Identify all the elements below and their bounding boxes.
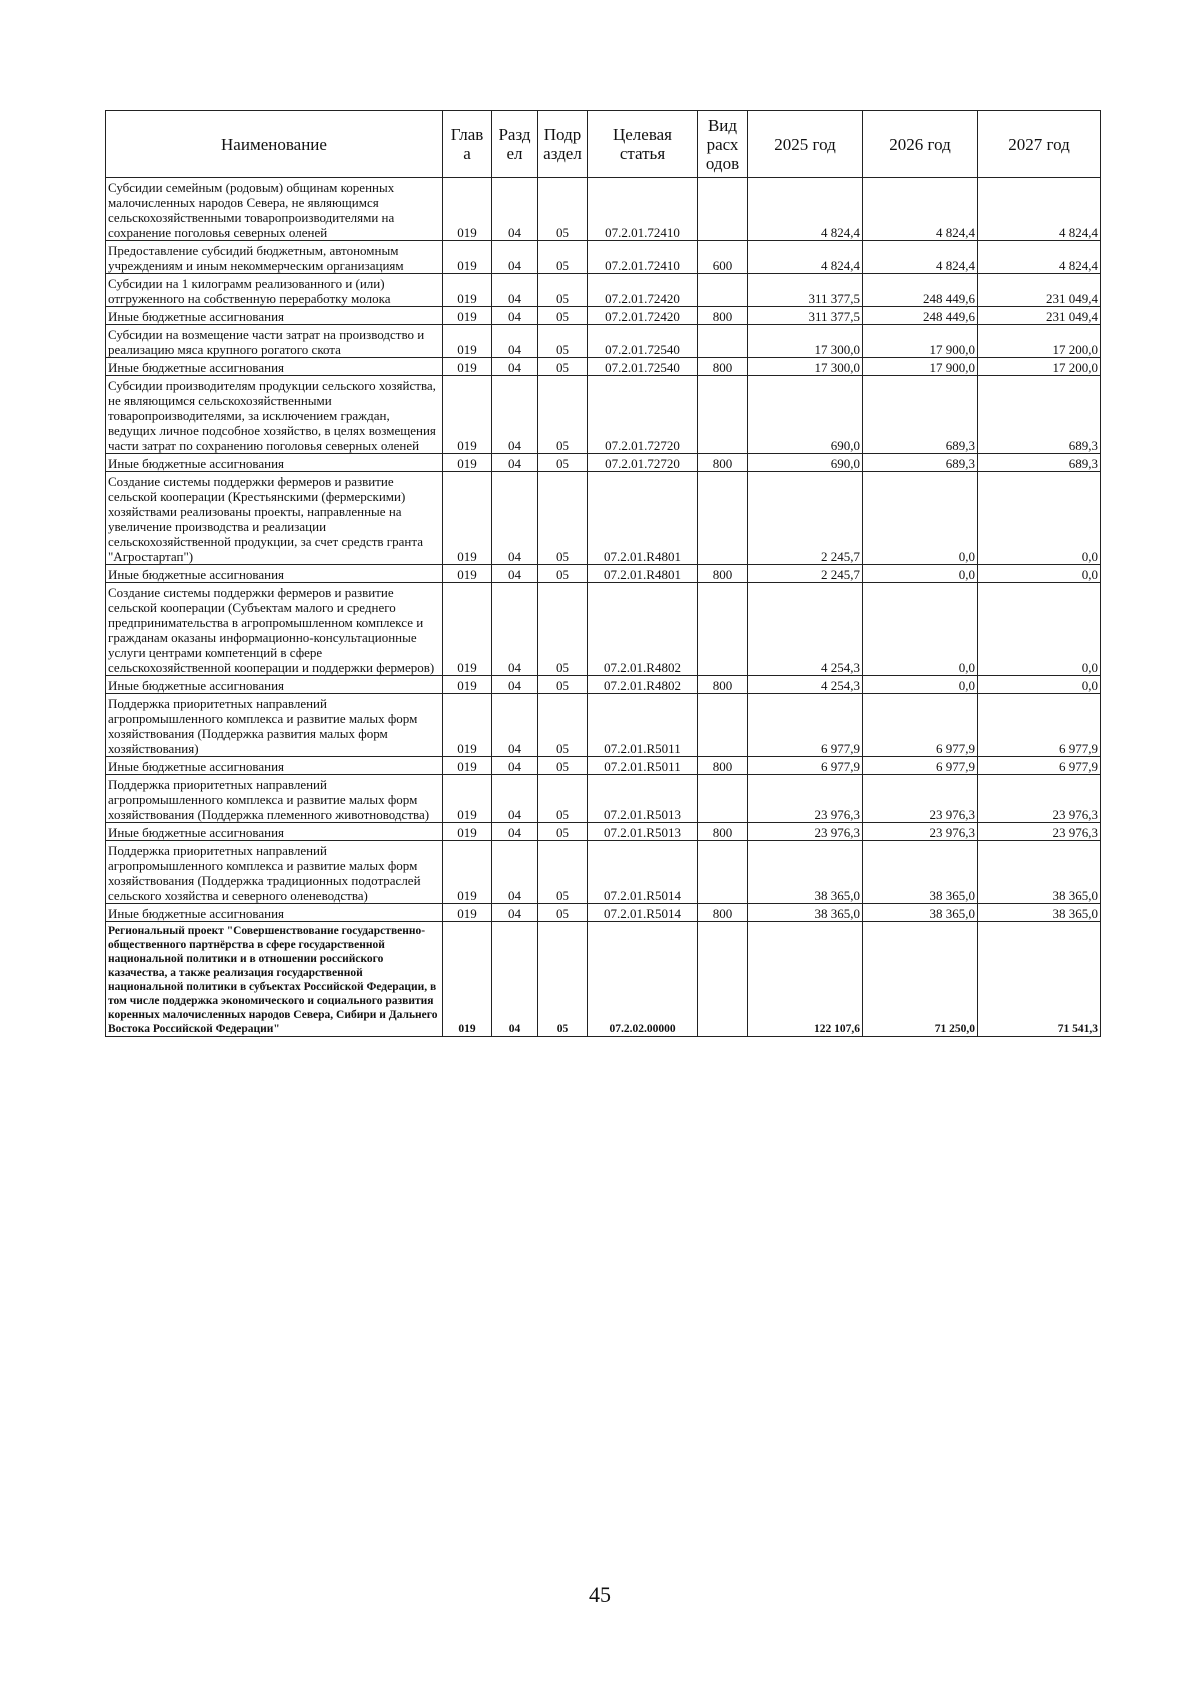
chapter-cell: 019 xyxy=(443,676,492,694)
subsection-cell: 05 xyxy=(538,823,588,841)
target-article-cell: 07.2.01.72540 xyxy=(588,325,698,358)
target-article-cell: 07.2.01.R4802 xyxy=(588,583,698,676)
amount-2026-cell: 689,3 xyxy=(863,454,978,472)
amount-2025-cell: 2 245,7 xyxy=(748,565,863,583)
subsection-cell: 05 xyxy=(538,274,588,307)
chapter-cell: 019 xyxy=(443,241,492,274)
name-cell: Иные бюджетные ассигнования xyxy=(106,454,443,472)
name-cell: Иные бюджетные ассигнования xyxy=(106,358,443,376)
amount-2027-cell: 6 977,9 xyxy=(978,757,1101,775)
expense-type-cell xyxy=(698,325,748,358)
expense-type-cell: 800 xyxy=(698,454,748,472)
amount-2027-cell: 38 365,0 xyxy=(978,904,1101,922)
subsection-cell: 05 xyxy=(538,676,588,694)
section-cell: 04 xyxy=(492,178,538,241)
section-cell: 04 xyxy=(492,325,538,358)
section-cell: 04 xyxy=(492,274,538,307)
amount-2027-cell: 17 200,0 xyxy=(978,358,1101,376)
amount-2026-cell: 6 977,9 xyxy=(863,757,978,775)
chapter-cell: 019 xyxy=(443,757,492,775)
section-cell: 04 xyxy=(492,307,538,325)
chapter-cell: 019 xyxy=(443,775,492,823)
amount-2026-cell: 38 365,0 xyxy=(863,904,978,922)
target-article-cell: 07.2.01.R4801 xyxy=(588,565,698,583)
header-2026: 2026 год xyxy=(863,111,978,178)
chapter-cell: 019 xyxy=(443,904,492,922)
chapter-cell: 019 xyxy=(443,565,492,583)
chapter-cell: 019 xyxy=(443,358,492,376)
amount-2027-cell: 71 541,3 xyxy=(978,922,1101,1037)
table-row xyxy=(106,583,1101,676)
subsection-cell: 05 xyxy=(538,583,588,676)
amount-2026-cell: 38 365,0 xyxy=(863,841,978,904)
name-cell: Создание системы поддержки фермеров и развитие сельской кооперации (Крестьянскими (фермерскими) хозяйствами реализованы проекты, направленные на увеличение производства и реализации сельскохозяйственной продукции, за счет средств гранта "Агростартап") xyxy=(106,472,443,565)
expense-type-cell: 600 xyxy=(698,241,748,274)
amount-2025-cell: 4 824,4 xyxy=(748,178,863,241)
amount-2027-cell: 231 049,4 xyxy=(978,274,1101,307)
table-row xyxy=(106,904,1101,922)
subsection-cell: 05 xyxy=(538,565,588,583)
section-cell: 04 xyxy=(492,694,538,757)
table-row xyxy=(106,178,1101,241)
name-cell: Иные бюджетные ассигнования xyxy=(106,823,443,841)
table-row xyxy=(106,376,1101,454)
amount-2026-cell: 0,0 xyxy=(863,583,978,676)
subsection-cell: 05 xyxy=(538,694,588,757)
amount-2027-cell: 0,0 xyxy=(978,565,1101,583)
chapter-cell: 019 xyxy=(443,472,492,565)
amount-2026-cell: 4 824,4 xyxy=(863,178,978,241)
target-article-cell: 07.2.01.72410 xyxy=(588,178,698,241)
chapter-cell: 019 xyxy=(443,274,492,307)
target-article-cell: 07.2.01.R5011 xyxy=(588,694,698,757)
amount-2025-cell: 6 977,9 xyxy=(748,757,863,775)
target-article-cell: 07.2.01.72420 xyxy=(588,274,698,307)
table-row xyxy=(106,307,1101,325)
target-article-cell: 07.2.01.R5014 xyxy=(588,904,698,922)
section-cell: 04 xyxy=(492,358,538,376)
table-body xyxy=(106,178,1101,1037)
amount-2026-cell: 71 250,0 xyxy=(863,922,978,1037)
section-cell: 04 xyxy=(492,565,538,583)
target-article-cell: 07.2.01.72720 xyxy=(588,454,698,472)
name-cell: Региональный проект "Совершенствование государственно-общественного партнёрства в сфере государственной национальной политики и в отношении российского казачества, а также реализация государственной национальной политики в субъектах Российской Федерации, в том числе поддержка экономического и социального развития коренных малочисленных народов Севера, Сибири и Дальнего Востока Российской Федерации" xyxy=(106,922,443,1037)
target-article-cell: 07.2.01.R5013 xyxy=(588,775,698,823)
chapter-cell: 019 xyxy=(443,325,492,358)
subsection-cell: 05 xyxy=(538,841,588,904)
table-row xyxy=(106,241,1101,274)
table-row xyxy=(106,775,1101,823)
amount-2027-cell: 689,3 xyxy=(978,454,1101,472)
target-article-cell: 07.2.02.00000 xyxy=(588,922,698,1037)
table-row xyxy=(106,694,1101,757)
amount-2025-cell: 690,0 xyxy=(748,454,863,472)
amount-2025-cell: 690,0 xyxy=(748,376,863,454)
table-row xyxy=(106,922,1101,1037)
amount-2026-cell: 248 449,6 xyxy=(863,307,978,325)
table-row xyxy=(106,757,1101,775)
amount-2026-cell: 4 824,4 xyxy=(863,241,978,274)
amount-2026-cell: 248 449,6 xyxy=(863,274,978,307)
header-name: Наименование xyxy=(106,111,443,178)
section-cell: 04 xyxy=(492,823,538,841)
subsection-cell: 05 xyxy=(538,922,588,1037)
amount-2026-cell: 23 976,3 xyxy=(863,775,978,823)
subsection-cell: 05 xyxy=(538,757,588,775)
header-2027: 2027 год xyxy=(978,111,1101,178)
amount-2027-cell: 6 977,9 xyxy=(978,694,1101,757)
table-row xyxy=(106,358,1101,376)
section-cell: 04 xyxy=(492,376,538,454)
amount-2026-cell: 689,3 xyxy=(863,376,978,454)
name-cell: Субсидии на возмещение части затрат на производство и реализацию мяса крупного рогатого скота xyxy=(106,325,443,358)
chapter-cell: 019 xyxy=(443,583,492,676)
expense-type-cell xyxy=(698,583,748,676)
amount-2027-cell: 4 824,4 xyxy=(978,178,1101,241)
expense-type-cell xyxy=(698,178,748,241)
expense-type-cell: 800 xyxy=(698,823,748,841)
amount-2027-cell: 23 976,3 xyxy=(978,775,1101,823)
target-article-cell: 07.2.01.72420 xyxy=(588,307,698,325)
amount-2025-cell: 2 245,7 xyxy=(748,472,863,565)
table-row xyxy=(106,565,1101,583)
amount-2027-cell: 231 049,4 xyxy=(978,307,1101,325)
section-cell: 04 xyxy=(492,922,538,1037)
header-expense-type: Вид расх одов xyxy=(698,111,748,178)
subsection-cell: 05 xyxy=(538,472,588,565)
header-row xyxy=(106,111,1101,178)
name-cell: Иные бюджетные ассигнования xyxy=(106,565,443,583)
expense-type-cell: 800 xyxy=(698,358,748,376)
table-row xyxy=(106,454,1101,472)
amount-2025-cell: 6 977,9 xyxy=(748,694,863,757)
section-cell: 04 xyxy=(492,472,538,565)
table-row xyxy=(106,325,1101,358)
amount-2027-cell: 0,0 xyxy=(978,472,1101,565)
header-section: Разд ел xyxy=(492,111,538,178)
chapter-cell: 019 xyxy=(443,376,492,454)
name-cell: Поддержка приоритетных направлений агропромышленного комплекса и развитие малых форм хозяйствования (Поддержка традиционных подотраслей сельского хозяйства и северного оленеводства) xyxy=(106,841,443,904)
section-cell: 04 xyxy=(492,583,538,676)
amount-2026-cell: 0,0 xyxy=(863,472,978,565)
subsection-cell: 05 xyxy=(538,241,588,274)
target-article-cell: 07.2.01.R4802 xyxy=(588,676,698,694)
amount-2026-cell: 0,0 xyxy=(863,565,978,583)
amount-2027-cell: 689,3 xyxy=(978,376,1101,454)
chapter-cell: 019 xyxy=(443,823,492,841)
name-cell: Поддержка приоритетных направлений агропромышленного комплекса и развитие малых форм хозяйствования (Поддержка племенного животноводства) xyxy=(106,775,443,823)
table-row xyxy=(106,676,1101,694)
amount-2025-cell: 311 377,5 xyxy=(748,307,863,325)
section-cell: 04 xyxy=(492,904,538,922)
amount-2027-cell: 23 976,3 xyxy=(978,823,1101,841)
target-article-cell: 07.2.01.R5014 xyxy=(588,841,698,904)
amount-2026-cell: 6 977,9 xyxy=(863,694,978,757)
expense-type-cell xyxy=(698,274,748,307)
section-cell: 04 xyxy=(492,454,538,472)
subsection-cell: 05 xyxy=(538,775,588,823)
chapter-cell: 019 xyxy=(443,694,492,757)
amount-2026-cell: 17 900,0 xyxy=(863,325,978,358)
header-2025: 2025 год xyxy=(748,111,863,178)
table-row xyxy=(106,472,1101,565)
amount-2026-cell: 17 900,0 xyxy=(863,358,978,376)
expense-type-cell: 800 xyxy=(698,757,748,775)
amount-2027-cell: 0,0 xyxy=(978,583,1101,676)
table-row xyxy=(106,823,1101,841)
name-cell: Иные бюджетные ассигнования xyxy=(106,676,443,694)
subsection-cell: 05 xyxy=(538,904,588,922)
expense-type-cell: 800 xyxy=(698,904,748,922)
amount-2025-cell: 4 254,3 xyxy=(748,583,863,676)
subsection-cell: 05 xyxy=(538,454,588,472)
amount-2025-cell: 17 300,0 xyxy=(748,325,863,358)
amount-2026-cell: 23 976,3 xyxy=(863,823,978,841)
amount-2025-cell: 122 107,6 xyxy=(748,922,863,1037)
expense-type-cell: 800 xyxy=(698,307,748,325)
subsection-cell: 05 xyxy=(538,376,588,454)
target-article-cell: 07.2.01.R4801 xyxy=(588,472,698,565)
section-cell: 04 xyxy=(492,241,538,274)
subsection-cell: 05 xyxy=(538,358,588,376)
chapter-cell: 019 xyxy=(443,922,492,1037)
table-row xyxy=(106,274,1101,307)
subsection-cell: 05 xyxy=(538,325,588,358)
target-article-cell: 07.2.01.72720 xyxy=(588,376,698,454)
expense-type-cell xyxy=(698,694,748,757)
table-row xyxy=(106,841,1101,904)
page-number: 45 xyxy=(589,1582,611,1607)
chapter-cell: 019 xyxy=(443,178,492,241)
expense-type-cell: 800 xyxy=(698,676,748,694)
amount-2027-cell: 4 824,4 xyxy=(978,241,1101,274)
name-cell: Предоставление субсидий бюджетным, автономным учреждениям и иным некоммерческим организациям xyxy=(106,241,443,274)
target-article-cell: 07.2.01.R5011 xyxy=(588,757,698,775)
target-article-cell: 07.2.01.72540 xyxy=(588,358,698,376)
expense-type-cell xyxy=(698,922,748,1037)
name-cell: Субсидии семейным (родовым) общинам коренных малочисленных народов Севера, не являющимся сельскохозяйственными товаропроизводителями на сохранение поголовья северных оленей xyxy=(106,178,443,241)
name-cell: Иные бюджетные ассигнования xyxy=(106,307,443,325)
amount-2027-cell: 0,0 xyxy=(978,676,1101,694)
chapter-cell: 019 xyxy=(443,307,492,325)
header-chapter: Глав а xyxy=(443,111,492,178)
amount-2025-cell: 23 976,3 xyxy=(748,775,863,823)
name-cell: Создание системы поддержки фермеров и развитие сельской кооперации (Субъектам малого и среднего предпринимательства в агропромышленном комплексе и гражданам оказаны информационно-консультационные услуги центрами компетенций в сфере сельскохозяйственной кооперации и поддержки фермеров) xyxy=(106,583,443,676)
budget-table xyxy=(105,110,1101,1037)
chapter-cell: 019 xyxy=(443,454,492,472)
amount-2027-cell: 17 200,0 xyxy=(978,325,1101,358)
name-cell: Субсидии на 1 килограмм реализованного и (или) отгруженного на собственную переработку молока xyxy=(106,274,443,307)
expense-type-cell xyxy=(698,472,748,565)
target-article-cell: 07.2.01.R5013 xyxy=(588,823,698,841)
amount-2025-cell: 311 377,5 xyxy=(748,274,863,307)
amount-2025-cell: 4 824,4 xyxy=(748,241,863,274)
header-target-article: Целевая статья xyxy=(588,111,698,178)
amount-2027-cell: 38 365,0 xyxy=(978,841,1101,904)
name-cell: Иные бюджетные ассигнования xyxy=(106,904,443,922)
section-cell: 04 xyxy=(492,757,538,775)
amount-2025-cell: 38 365,0 xyxy=(748,904,863,922)
chapter-cell: 019 xyxy=(443,841,492,904)
amount-2025-cell: 23 976,3 xyxy=(748,823,863,841)
name-cell: Поддержка приоритетных направлений агропромышленного комплекса и развитие малых форм хозяйствования (Поддержка развития малых форм хозяйствования) xyxy=(106,694,443,757)
name-cell: Субсидии производителям продукции сельского хозяйства, не являющимся сельскохозяйственными товаропроизводителями, за исключением граждан, ведущих личное подсобное хозяйство, в целях возмещения части затрат по сохранению поголовья северных оленей xyxy=(106,376,443,454)
subsection-cell: 05 xyxy=(538,178,588,241)
target-article-cell: 07.2.01.72410 xyxy=(588,241,698,274)
expense-type-cell xyxy=(698,775,748,823)
expense-type-cell xyxy=(698,376,748,454)
section-cell: 04 xyxy=(492,775,538,823)
name-cell: Иные бюджетные ассигнования xyxy=(106,757,443,775)
subsection-cell: 05 xyxy=(538,307,588,325)
amount-2025-cell: 17 300,0 xyxy=(748,358,863,376)
amount-2025-cell: 38 365,0 xyxy=(748,841,863,904)
section-cell: 04 xyxy=(492,841,538,904)
expense-type-cell xyxy=(698,841,748,904)
section-cell: 04 xyxy=(492,676,538,694)
header-subsection: Подр аздел xyxy=(538,111,588,178)
expense-type-cell: 800 xyxy=(698,565,748,583)
amount-2025-cell: 4 254,3 xyxy=(748,676,863,694)
amount-2026-cell: 0,0 xyxy=(863,676,978,694)
